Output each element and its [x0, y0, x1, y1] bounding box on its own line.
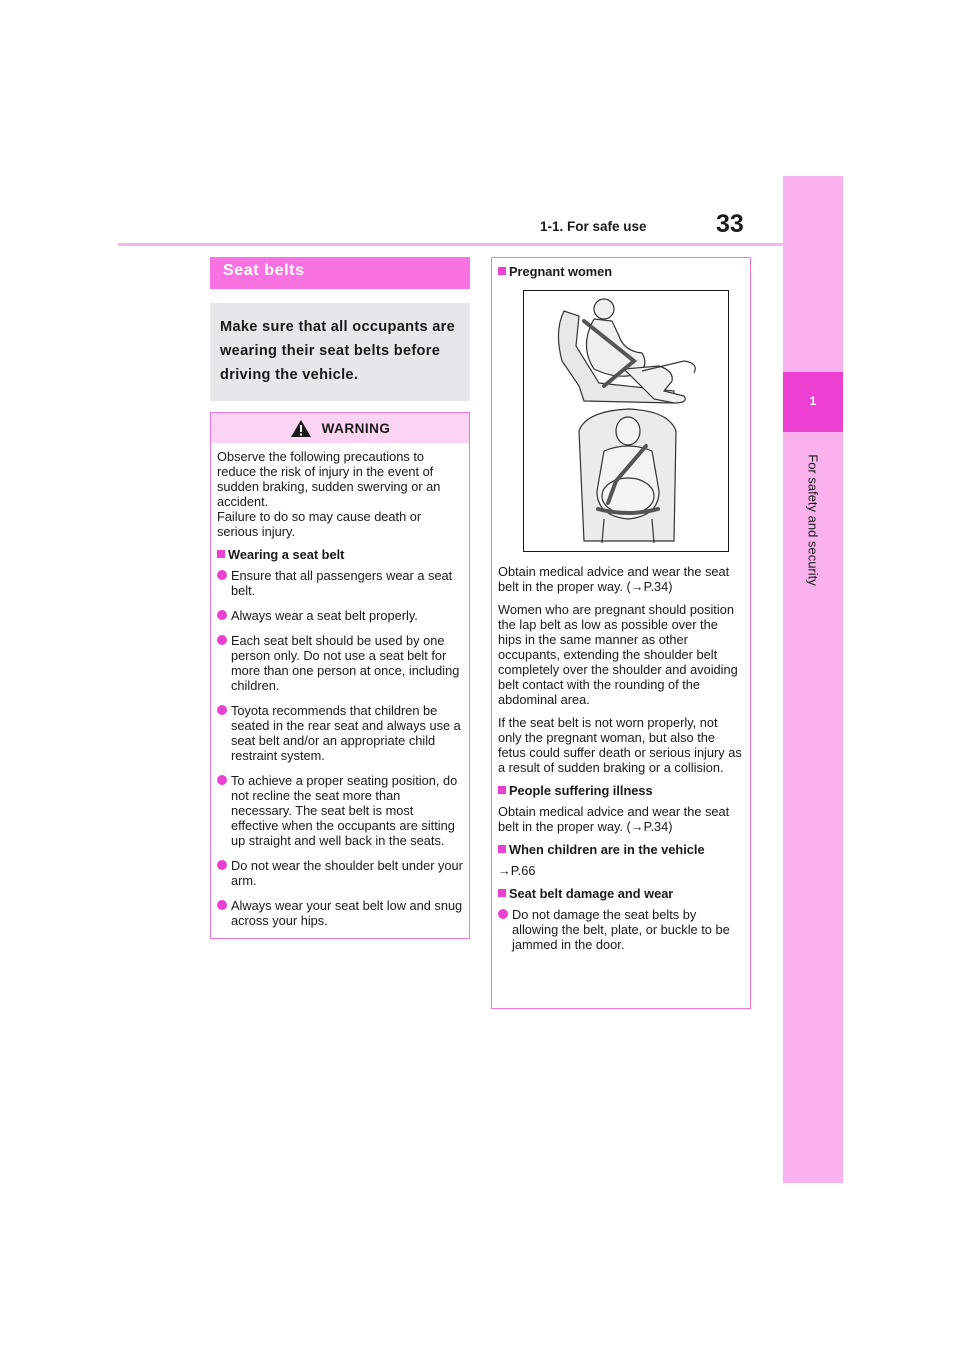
warning-body: [211, 443, 469, 938]
subhead-pregnant-women: [498, 264, 744, 279]
section-title: 1-1. For safe use: [540, 219, 647, 234]
left-column: [210, 257, 470, 939]
bullet-text: Toyota recommends that children be seated in the rear seat and always use a seat belt and/or an appropriate child restraint system.: [231, 703, 461, 763]
list-item: [217, 608, 463, 623]
bullet-dot-icon: [217, 860, 227, 870]
bullet-dot-icon: [217, 610, 227, 620]
bullet-text: Ensure that all passengers wear a seat belt.: [231, 568, 453, 598]
list-item: [217, 898, 463, 928]
subhead-belt-damage: [498, 886, 744, 901]
seatbelt-figure-drawing: [524, 291, 728, 551]
subhead-label: Pregnant women: [509, 264, 613, 279]
warning-paragraph-2: Failure to do so may cause death or serious injury.: [217, 509, 422, 539]
square-bullet-icon: [498, 786, 506, 794]
section-heading: Seat belts: [210, 257, 470, 289]
square-bullet-icon: [217, 550, 225, 558]
pregnant-paragraph-3: If the seat belt is not worn properly, not only the pregnant woman, but also the fetus could suffer death or serious injury as a result of sudden braking or a collision.: [498, 715, 742, 775]
children-page-reference[interactable]: →P.66: [498, 863, 536, 878]
subhead-label: Wearing a seat belt: [228, 547, 345, 562]
bullet-text: Do not wear the shoulder belt under your arm.: [231, 858, 463, 888]
right-column-box: [491, 257, 751, 1009]
chapter-label: For safety and security: [805, 454, 821, 586]
bullet-text: Each seat belt should be used by one person only. Do not use a seat belt for more than one person at once, including children.: [231, 633, 460, 693]
warning-header: [211, 413, 469, 443]
bullet-dot-icon: [498, 909, 508, 919]
subhead-illness: [498, 783, 744, 798]
page-number: 33: [716, 210, 744, 238]
chapter-number: 1: [809, 394, 817, 408]
warning-paragraph-1: Observe the following precautions to reduce the risk of injury in the event of sudden braking, sudden swerving or an accident.: [217, 449, 441, 509]
subhead-label: People suffering illness: [509, 783, 653, 798]
subhead-children: [498, 842, 744, 857]
bullet-dot-icon: [217, 775, 227, 785]
header-divider: [118, 243, 783, 246]
bullet-text: Always wear your seat belt low and snug across your hips.: [231, 898, 463, 928]
bullet-dot-icon: [217, 635, 227, 645]
list-item: [217, 773, 463, 848]
bullet-dot-icon: [217, 570, 227, 580]
illness-paragraph: Obtain medical advice and wear the seat belt in the proper way. (→P.34): [498, 804, 730, 834]
warning-box: [210, 412, 470, 939]
square-bullet-icon: [498, 889, 506, 897]
list-item: [217, 568, 463, 598]
list-item: [217, 703, 463, 763]
bullet-text: To achieve a proper seating position, do not recline the seat more than necessary. The seat belt is most effective when the occupants are sitting up straight and well back in the seats.: [231, 773, 458, 848]
subhead-wearing-seat-belt: [217, 547, 463, 562]
pregnant-seatbelt-illustration: [523, 290, 729, 552]
warning-triangle-icon: [290, 419, 312, 438]
subhead-label: When children are in the vehicle: [509, 842, 705, 857]
bullet-dot-icon: [217, 705, 227, 715]
warning-title: WARNING: [321, 420, 391, 436]
bullet-text: Do not damage the seat belts by allowing the belt, plate, or buckle to be jammed in the door.: [512, 907, 730, 952]
square-bullet-icon: [498, 845, 506, 853]
pregnant-paragraph-1: Obtain medical advice and wear the seat belt in the proper way. (→P.34): [498, 564, 730, 594]
bullet-dot-icon: [217, 900, 227, 910]
list-item: [498, 907, 744, 952]
pregnant-paragraph-2: Women who are pregnant should position the lap belt as low as possible over the hips in the same manner as other occupants, extending the shoulder belt completely over the shoulder and avoiding belt contact with the rounding of the abdominal area.: [498, 602, 738, 707]
warning-paragraph: [217, 449, 463, 539]
subhead-label: Seat belt damage and wear: [509, 886, 674, 901]
list-item: [217, 633, 463, 693]
list-item: [217, 858, 463, 888]
chapter-side-tab: [783, 176, 843, 1183]
square-bullet-icon: [498, 267, 506, 275]
bullet-text: Always wear a seat belt properly.: [231, 608, 418, 623]
intro-box: Make sure that all occupants are wearing their seat belts before driving the vehicle.: [210, 303, 470, 401]
